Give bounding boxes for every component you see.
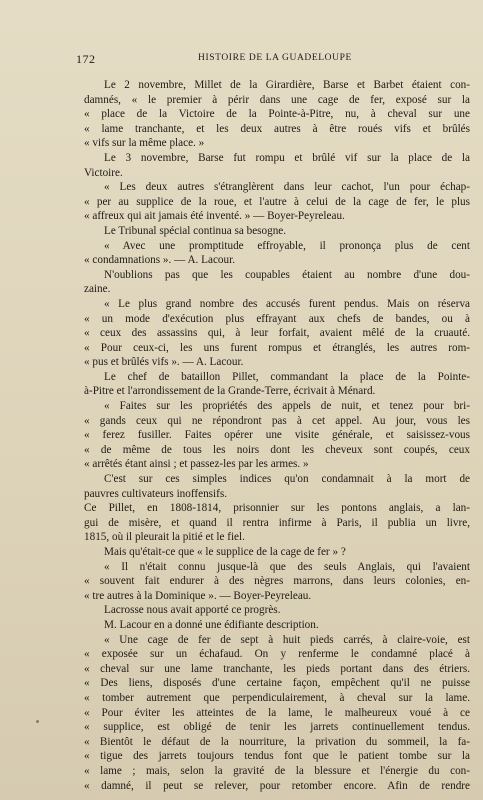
text-line: « Pour ceux-ci, les uns furent rompus et étranglés, les autres rom- [84,341,470,354]
text-line: à-Pitre et l'arrondissement de la Grande-Terre, écrivait à Ménard. [84,385,376,398]
text-line: Lacrosse nous avait apporté ce progrès. [104,604,281,617]
page-number: 172 [76,52,96,66]
text-line: « un mode d'exécution plus effrayant aux chefs de bandes, ou à [84,312,470,325]
text-line: « lame tranchante, et les deux autres à être roués vifs et brûlés [84,122,470,135]
text-line: « vifs sur la même place. » [84,137,205,150]
text-line: « souvent fait endurer à des nègres marrons, dans leurs colonies, en- [84,575,470,588]
text-line: « cheval sur une lame tranchante, les pieds portant dans des étriers. [84,662,470,675]
text-line: Le chef de bataillon Pillet, commandant la place de la Pointe- [104,370,470,383]
text-line: pauvres cultivateurs inoffensifs. [84,487,228,500]
text-line: « Bientôt le défaut de la nourriture, la privation du sommeil, la fa- [84,735,470,748]
text-line: « ceux des assassins qui, à leur forfait, avaient mêlé de la cruauté. [84,327,470,340]
text-line: « Des liens, disposés d'une certaine façon, empêchent qu'il ne puisse [84,677,470,690]
text-line: « lame ; mais, selon la gravité de la blessure et l'énergie du con- [84,764,470,777]
text-line: Mais qu'était-ce que « le supplice de la cage de fer » ? [104,546,346,558]
running-head: HISTOIRE DE LA GUADELOUPE [198,53,352,63]
text-line: « damné, il peut se relever, pour retomber encore. Afin de rendre [84,779,470,792]
text-line: « Une cage de fer de sept à huit pieds carrés, à claire-voie, est [104,633,470,646]
text-line: « tigue des jarrets toujours tendus font que le patient tombe sur la [84,750,470,763]
text-line: « Avec une promptitude effroyable, il prononça plus de cent [104,239,470,252]
text-line: « gands ceux qui ne répondront pas à cet appel. Au jour, vous les [84,414,470,427]
text-line: « de même de tous les noirs dont les cheveux sont coupés, ceux [84,443,470,456]
text-line: Le 3 novembre, Barse fut rompu et brûlé vif sur la place de la [104,151,470,164]
text-line: « Il n'était connu jusque-là que des seuls Anglais, qui l'avaient [104,560,470,573]
text-line: « Le plus grand nombre des accusés furent pendus. Mais on réserva [104,297,470,310]
text-line: « exposée sur un échafaud. On y renferme le condamné placé à [84,648,470,661]
text-line: « condamnations ». — A. Lacour. [84,254,236,267]
text-line: damnés, « le premier à périr dans une cage de fer, exposé sur la [84,93,470,106]
text-line: « place de la Victoire de la Pointe-à-Pitre, nu, à cheval sur une [84,108,470,121]
text-line: Ce Pillet, en 1808-1814, prisonnier sur les pontons anglais, a lan- [84,502,470,515]
text-line: 1815, où il pleurait la pitié et le fiel. [84,531,245,544]
paper-speck [36,720,39,723]
text-line: « Les deux autres s'étranglèrent dans leur cachot, l'un pour échap- [104,181,470,194]
text-line: gui de misère, et quand il rentra infirme à Paris, il publia un livre, [84,516,470,529]
text-line: Le Tribunal spécial continua sa besogne. [104,224,287,237]
text-line: « ferez fusiller. Faites opérer une visite générale, et saisissez-vous [84,429,470,442]
body-text [84,78,470,793]
text-line: « supplice, est obligé de tenir les jarrets continuellement tendus. [84,721,470,734]
text-line: « Pour éviter les atteintes de la lame, le malheureux voué à ce [84,706,470,719]
text-line: « per au supplice de la roue, et l'autre à celui de la cage de fer, le plus [84,195,470,208]
page-header [76,52,470,68]
text-line: « pus et brûlés vifs ». — A. Lacour. [84,356,244,369]
text-line: zaine. [84,283,111,296]
text-line: « tre autres à la Dominique ». — Boyer-Peyreleau. [84,589,312,602]
text-line: « tomber autrement que perpendiculairement, à cheval sur la lame. [84,691,470,704]
text-line: C'est sur ces simples indices qu'on condamnait à la mort de [104,473,470,486]
text-line: « Faites sur les propriétés des appels de nuit, et tenez pour bri- [104,400,470,413]
text-line: « arrêtés étant ainsi ; et passez-les par les armes. » [84,458,309,471]
text-line: Victoire. [84,166,123,179]
text-line: N'oublions pas que les coupables étaient au nombre d'une dou- [104,268,470,281]
text-line: « affreux qui ait jamais été inventé. » — Boyer-Peyreleau. [84,210,345,223]
text-line: Le 2 novembre, Millet de la Girardière, Barse et Barbet étaient con- [104,79,470,91]
text-line: M. Lacour en a donné une édifiante description. [104,618,319,631]
